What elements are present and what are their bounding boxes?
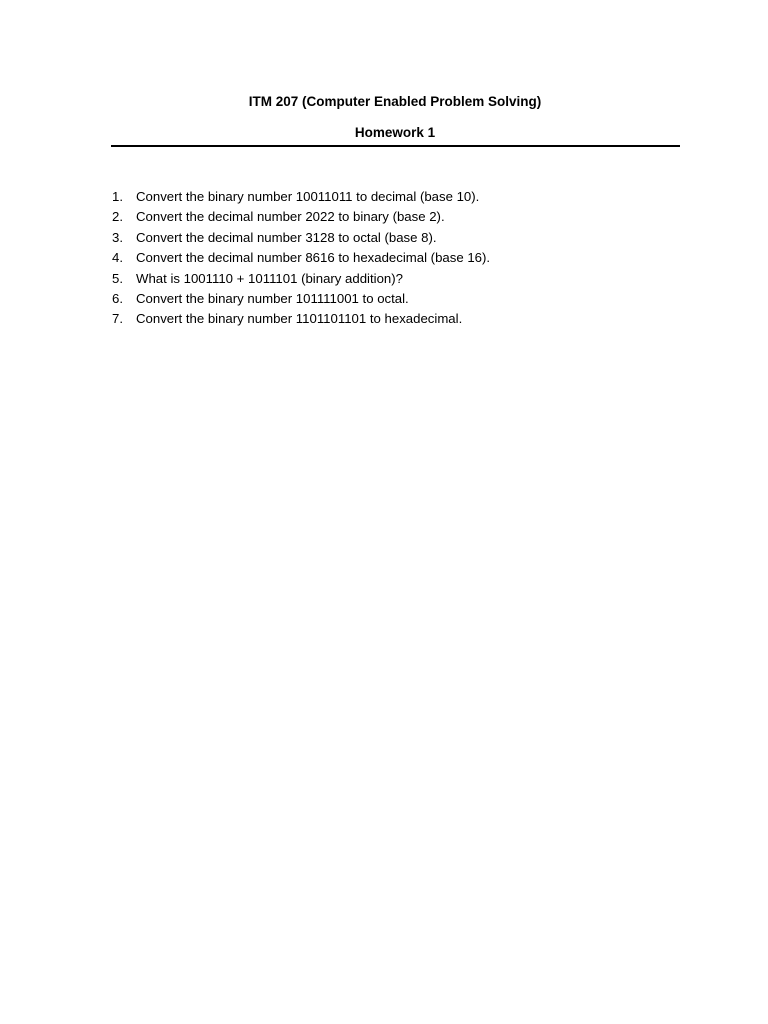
problem-text: Convert the binary number 1101101101 to hexadecimal. <box>136 311 463 327</box>
problem-list <box>112 187 490 330</box>
document-subtitle: Homework 1 <box>354 125 436 140</box>
document-title: ITM 207 (Computer Enabled Problem Solving) <box>248 94 542 109</box>
problem-number: 3. <box>112 229 123 245</box>
problem-item <box>112 207 490 227</box>
problem-item <box>112 269 490 289</box>
problem-text: Convert the decimal number 2022 to binary (base 2). <box>136 209 445 225</box>
problem-item <box>112 309 490 329</box>
problem-number: 1. <box>112 189 123 204</box>
problem-text: Convert the decimal number 8616 to hexadecimal (base 16). <box>136 250 491 266</box>
problem-number: 6. <box>112 290 123 306</box>
problem-item <box>112 248 490 268</box>
problem-number: 2. <box>112 209 123 225</box>
problem-number: 5. <box>112 270 123 286</box>
problem-text: What is 1001110 + 1011101 (binary addition)? <box>136 270 403 286</box>
problem-item <box>112 187 490 207</box>
problem-text: Convert the binary number 10011011 to decimal (base 10). <box>136 189 480 204</box>
problem-number: 4. <box>112 250 123 266</box>
problem-text: Convert the decimal number 3128 to octal (base 8). <box>136 229 437 245</box>
problem-text: Convert the binary number 101111001 to octal. <box>136 290 409 306</box>
problem-item <box>112 228 490 248</box>
problem-number: 7. <box>112 311 123 327</box>
problem-item <box>112 289 490 309</box>
header-divider <box>111 145 680 147</box>
